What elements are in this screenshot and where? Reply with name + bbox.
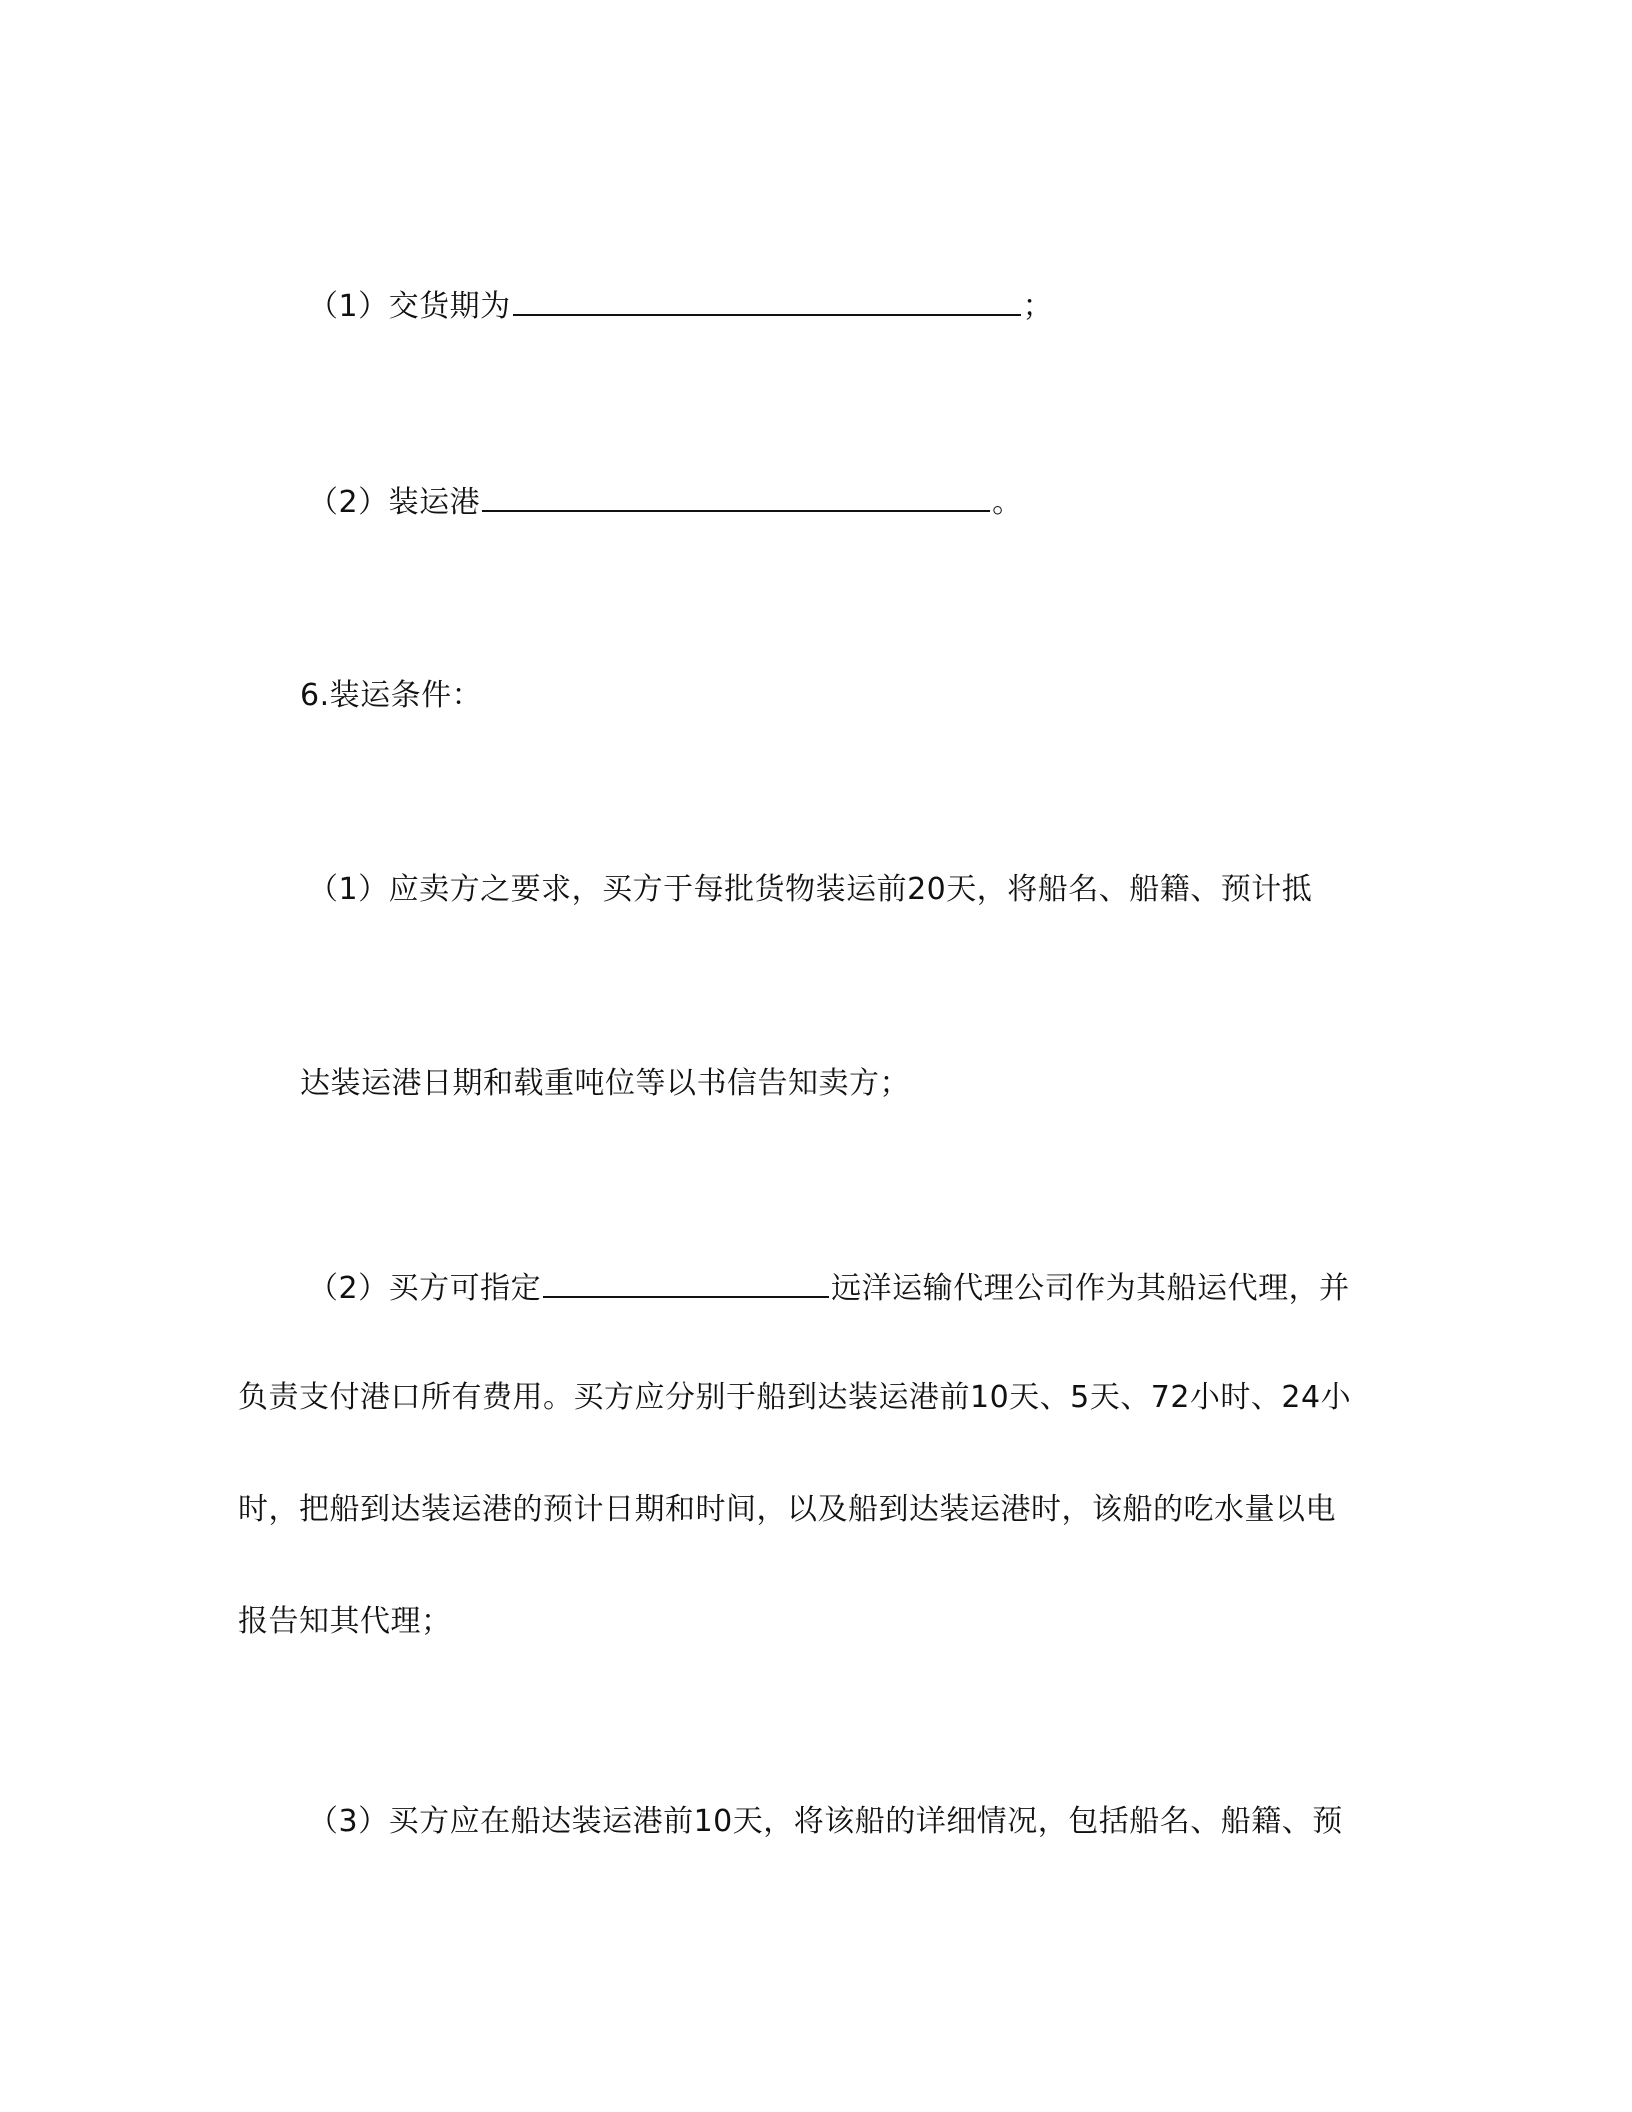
loading-port-line bbox=[308, 478, 1023, 523]
loading-port-label: （2）装运港 bbox=[308, 485, 481, 520]
clause-2-line-4: 报告知其代理； bbox=[238, 1604, 452, 1639]
clause-2-line-2: 负责支付港口所有费用。买方应分别于船到达装运港前10天、5天、72小时、24小 bbox=[238, 1380, 1352, 1415]
delivery-period-line bbox=[308, 282, 1053, 327]
clause-2-lead: （2）买方可指定 bbox=[308, 1271, 542, 1306]
clause-2-line-3: 时，把船到达装运港的预计日期和时间，以及船到达装运港时，该船的吃水量以电 bbox=[238, 1492, 1336, 1527]
clause-3-line-1: （3）买方应在船达装运港前10天，将该船的详细情况，包括船名、船籍、预 bbox=[308, 1804, 1343, 1839]
loading-port-blank[interactable] bbox=[482, 478, 990, 512]
delivery-period-label: （1）交货期为 bbox=[308, 289, 511, 324]
loading-port-tail: 。 bbox=[992, 485, 1023, 520]
delivery-period-tail: ； bbox=[1022, 289, 1054, 324]
clause-1-line-1: （1）应卖方之要求，买方于每批货物装运前20天，将船名、船籍、预计抵 bbox=[308, 872, 1313, 907]
clause-2-after-blank: 远洋运输代理公司作为其船运代理，并 bbox=[831, 1271, 1350, 1306]
shipping-agent-blank[interactable] bbox=[543, 1264, 829, 1298]
clause-2-line-1 bbox=[308, 1264, 1350, 1309]
delivery-period-blank[interactable] bbox=[513, 282, 1021, 316]
section-heading: 6.装运条件： bbox=[300, 678, 483, 713]
clause-1-line-2: 达装运港日期和载重吨位等以书信告知卖方； bbox=[300, 1066, 910, 1101]
